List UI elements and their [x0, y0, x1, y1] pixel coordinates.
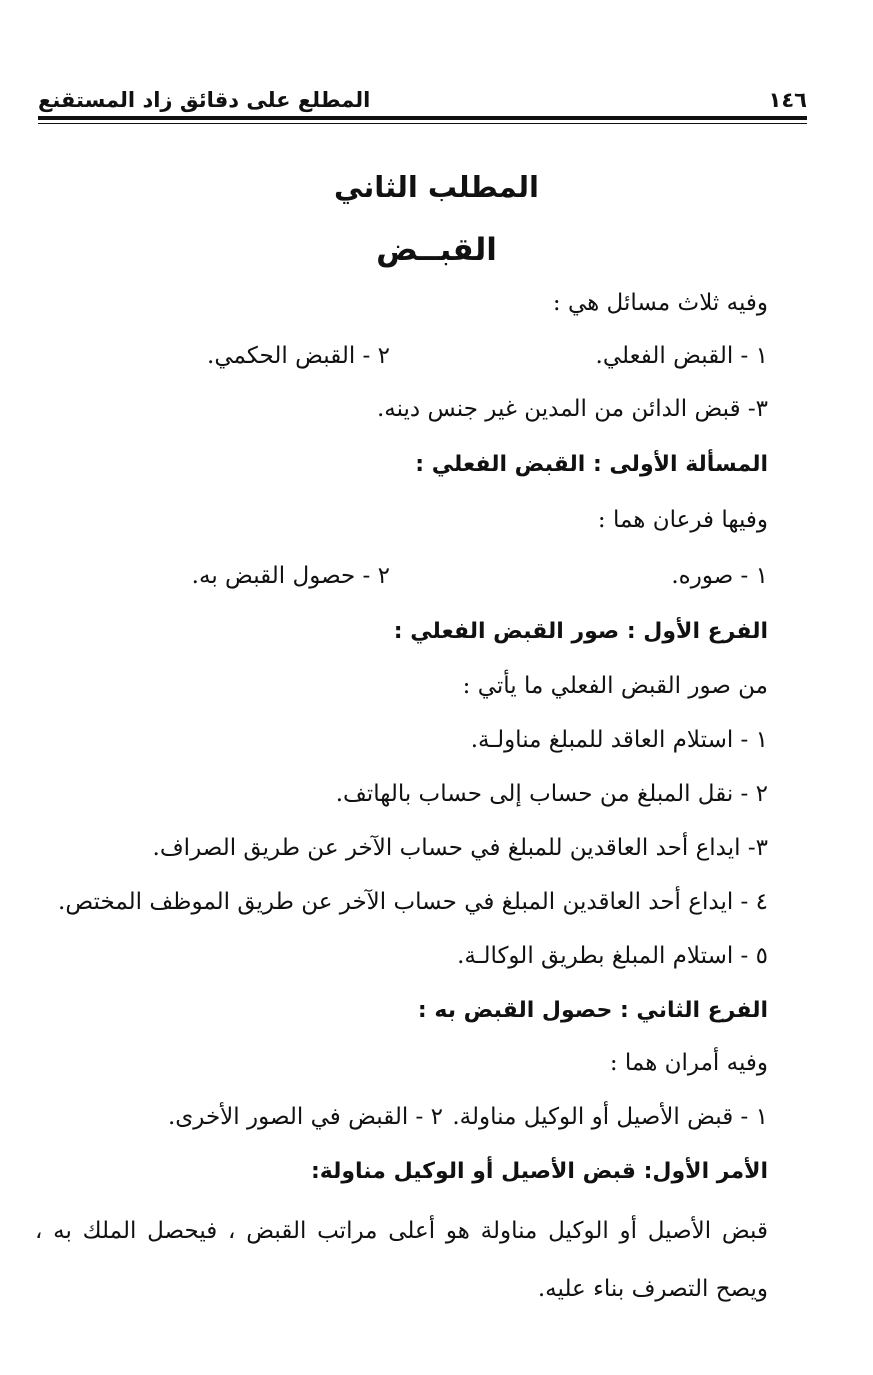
- header-rule-thick: [38, 116, 807, 120]
- intro-item-1: ١ - القبض الفعلي.: [595, 343, 768, 369]
- page-number: ١٤٦: [768, 88, 807, 112]
- issue1-item-2: ٢ - حصول القبض به.: [191, 563, 390, 589]
- branch1-item-5: ٥ - استلام المبلغ بطريق الوكالـة.: [457, 943, 768, 969]
- intro-text: وفيه ثلاث مسائل هي :: [552, 290, 768, 316]
- intro-item-2: ٢ - القبض الحكمي.: [207, 343, 390, 369]
- running-title: المطلع على دقائق زاد المستقنع: [38, 88, 371, 112]
- issue1-item-1: ١ - صوره.: [671, 563, 768, 589]
- branch2-item-1: ١ - قبض الأصيل أو الوكيل مناولة.: [452, 1104, 768, 1130]
- issue1-text: وفيها فرعان هما :: [597, 507, 768, 533]
- branch1-item-1: ١ - استلام العاقد للمبلغ مناولـة.: [470, 727, 768, 753]
- branch2-text: وفيه أمران هما :: [609, 1050, 768, 1076]
- branch2-heading: الفرع الثاني : حصول القبض به :: [417, 998, 768, 1023]
- issue1-heading: المسألة الأولى : القبض الفعلي :: [415, 452, 768, 477]
- branch1-heading: الفرع الأول : صور القبض الفعلي :: [393, 619, 768, 644]
- branch1-item-2: ٢ - نقل المبلغ من حساب إلى حساب بالهاتف.: [335, 781, 768, 807]
- section-title: المطلب الثاني: [334, 170, 539, 204]
- header-rule-thin: [38, 123, 807, 124]
- section-subtitle: القبــض: [376, 232, 497, 268]
- branch2-item-2: ٢ - القبض في الصور الأخرى.: [167, 1104, 443, 1130]
- branch1-item-4: ٤ - ايداع أحد العاقدين المبلغ في حساب الآخر عن طريق الموظف المختص.: [58, 889, 768, 915]
- branch1-item-3: ٣- ايداع أحد العاقدين للمبلغ في حساب الآخر عن طريق الصراف.: [152, 835, 768, 861]
- matter1-heading: الأمر الأول: قبض الأصيل أو الوكيل مناولة:: [310, 1159, 768, 1184]
- matter1-paragraph: قبض الأصيل أو الوكيل مناولة هو أعلى مراتب القبض ، فيحصل الملك به ، ويصح التصرف بناء عليه.: [35, 1218, 768, 1302]
- branch1-text: من صور القبض الفعلي ما يأتي :: [462, 673, 768, 699]
- intro-item-3: ٣- قبض الدائن من المدين غير جنس دينه.: [376, 396, 768, 422]
